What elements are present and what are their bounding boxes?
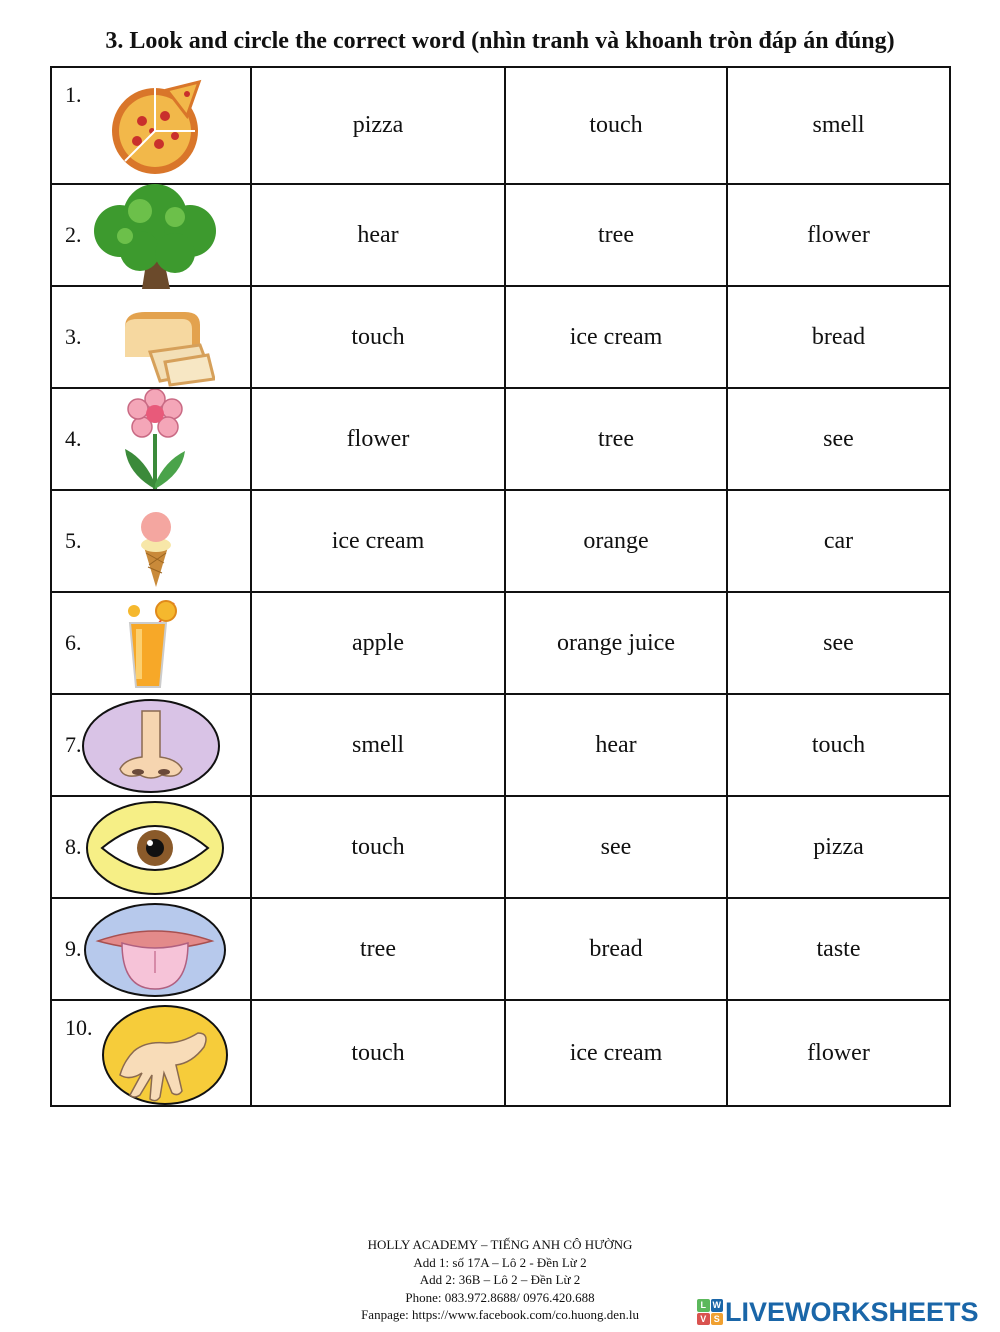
- footer-phone: Phone: 083.972.8688/ 0976.420.688: [405, 1289, 595, 1305]
- question-number: 4.: [65, 426, 82, 451]
- picture-cell: [51, 184, 251, 286]
- word-option[interactable]: tree: [505, 184, 727, 286]
- word-option[interactable]: ice cream: [505, 1000, 727, 1106]
- word-option[interactable]: see: [727, 388, 950, 490]
- word-option[interactable]: ice cream: [505, 286, 727, 388]
- brand-name: LIVEWORKSHEETS: [725, 1296, 979, 1327]
- worksheet-table: [50, 66, 951, 1107]
- table-row: [51, 388, 950, 490]
- tree-icon: [80, 181, 230, 293]
- word-option[interactable]: flower: [727, 184, 950, 286]
- liveworksheets-brand[interactable]: [697, 1296, 979, 1328]
- pizza-icon: [107, 76, 207, 176]
- word-option[interactable]: bread: [505, 898, 727, 1000]
- tongue-icon: [82, 901, 228, 999]
- picture-cell: [51, 286, 251, 388]
- word-option[interactable]: flower: [727, 1000, 950, 1106]
- picture-cell: [51, 898, 251, 1000]
- question-number: 6.: [65, 630, 82, 655]
- word-option[interactable]: apple: [251, 592, 505, 694]
- ice-cream-icon: [136, 507, 176, 589]
- picture-cell: [51, 67, 251, 184]
- word-option[interactable]: tree: [251, 898, 505, 1000]
- word-option[interactable]: touch: [505, 67, 727, 184]
- picture-cell: [51, 796, 251, 898]
- word-option[interactable]: hear: [251, 184, 505, 286]
- picture-cell: [51, 1000, 251, 1106]
- question-number: 3.: [65, 324, 82, 349]
- table-row: [51, 286, 950, 388]
- word-option[interactable]: tree: [505, 388, 727, 490]
- footer-fanpage: Fanpage: https://www.facebook.com/co.huong.den.lu: [361, 1307, 639, 1322]
- word-option[interactable]: bread: [727, 286, 950, 388]
- exercise-title: 3. Look and circle the correct word (nhìn tranh và khoanh tròn đáp án đúng): [105, 28, 895, 54]
- flower-icon: [120, 389, 190, 491]
- hand-icon: [100, 1003, 230, 1107]
- word-option[interactable]: ice cream: [251, 490, 505, 592]
- word-option[interactable]: touch: [251, 286, 505, 388]
- table-row: [51, 1000, 950, 1106]
- word-option[interactable]: smell: [251, 694, 505, 796]
- word-option[interactable]: orange juice: [505, 592, 727, 694]
- word-option[interactable]: flower: [251, 388, 505, 490]
- word-option[interactable]: car: [727, 490, 950, 592]
- table-row: [51, 490, 950, 592]
- question-number: 9.: [65, 936, 82, 961]
- word-option[interactable]: touch: [251, 1000, 505, 1106]
- orange-juice-icon: [124, 599, 188, 691]
- word-option[interactable]: see: [505, 796, 727, 898]
- word-option[interactable]: touch: [251, 796, 505, 898]
- picture-cell: [51, 694, 251, 796]
- table-row: [51, 592, 950, 694]
- word-option[interactable]: see: [727, 592, 950, 694]
- word-option[interactable]: smell: [727, 67, 950, 184]
- word-option[interactable]: touch: [727, 694, 950, 796]
- picture-cell: [51, 592, 251, 694]
- table-row: [51, 67, 950, 184]
- word-option[interactable]: hear: [505, 694, 727, 796]
- footer-academy: HOLLY ACADEMY – TIẾNG ANH CÔ HƯỜNG: [367, 1237, 633, 1252]
- question-number: 7.: [65, 732, 82, 757]
- question-number: 5.: [65, 528, 82, 553]
- eye-icon: [84, 799, 226, 897]
- question-number: 8.: [65, 834, 82, 859]
- bread-icon: [120, 307, 215, 387]
- question-number: 1.: [65, 82, 82, 107]
- question-number: 2.: [65, 222, 82, 247]
- picture-cell: [51, 388, 251, 490]
- footer-address-1: Add 1: số 17A – Lô 2 - Đền Lừ 2: [413, 1254, 587, 1270]
- word-option[interactable]: taste: [727, 898, 950, 1000]
- table-row: [51, 184, 950, 286]
- liveworksheets-logo-icon: L W V S: [697, 1299, 723, 1325]
- table-row: [51, 796, 950, 898]
- word-option[interactable]: pizza: [251, 67, 505, 184]
- nose-icon: [80, 697, 222, 795]
- word-option[interactable]: orange: [505, 490, 727, 592]
- question-number: 10.: [65, 1015, 93, 1040]
- table-row: [51, 898, 950, 1000]
- word-option[interactable]: pizza: [727, 796, 950, 898]
- picture-cell: [51, 490, 251, 592]
- table-row: [51, 694, 950, 796]
- footer-address-2: Add 2: 36B – Lô 2 – Đền Lừ 2: [419, 1272, 581, 1287]
